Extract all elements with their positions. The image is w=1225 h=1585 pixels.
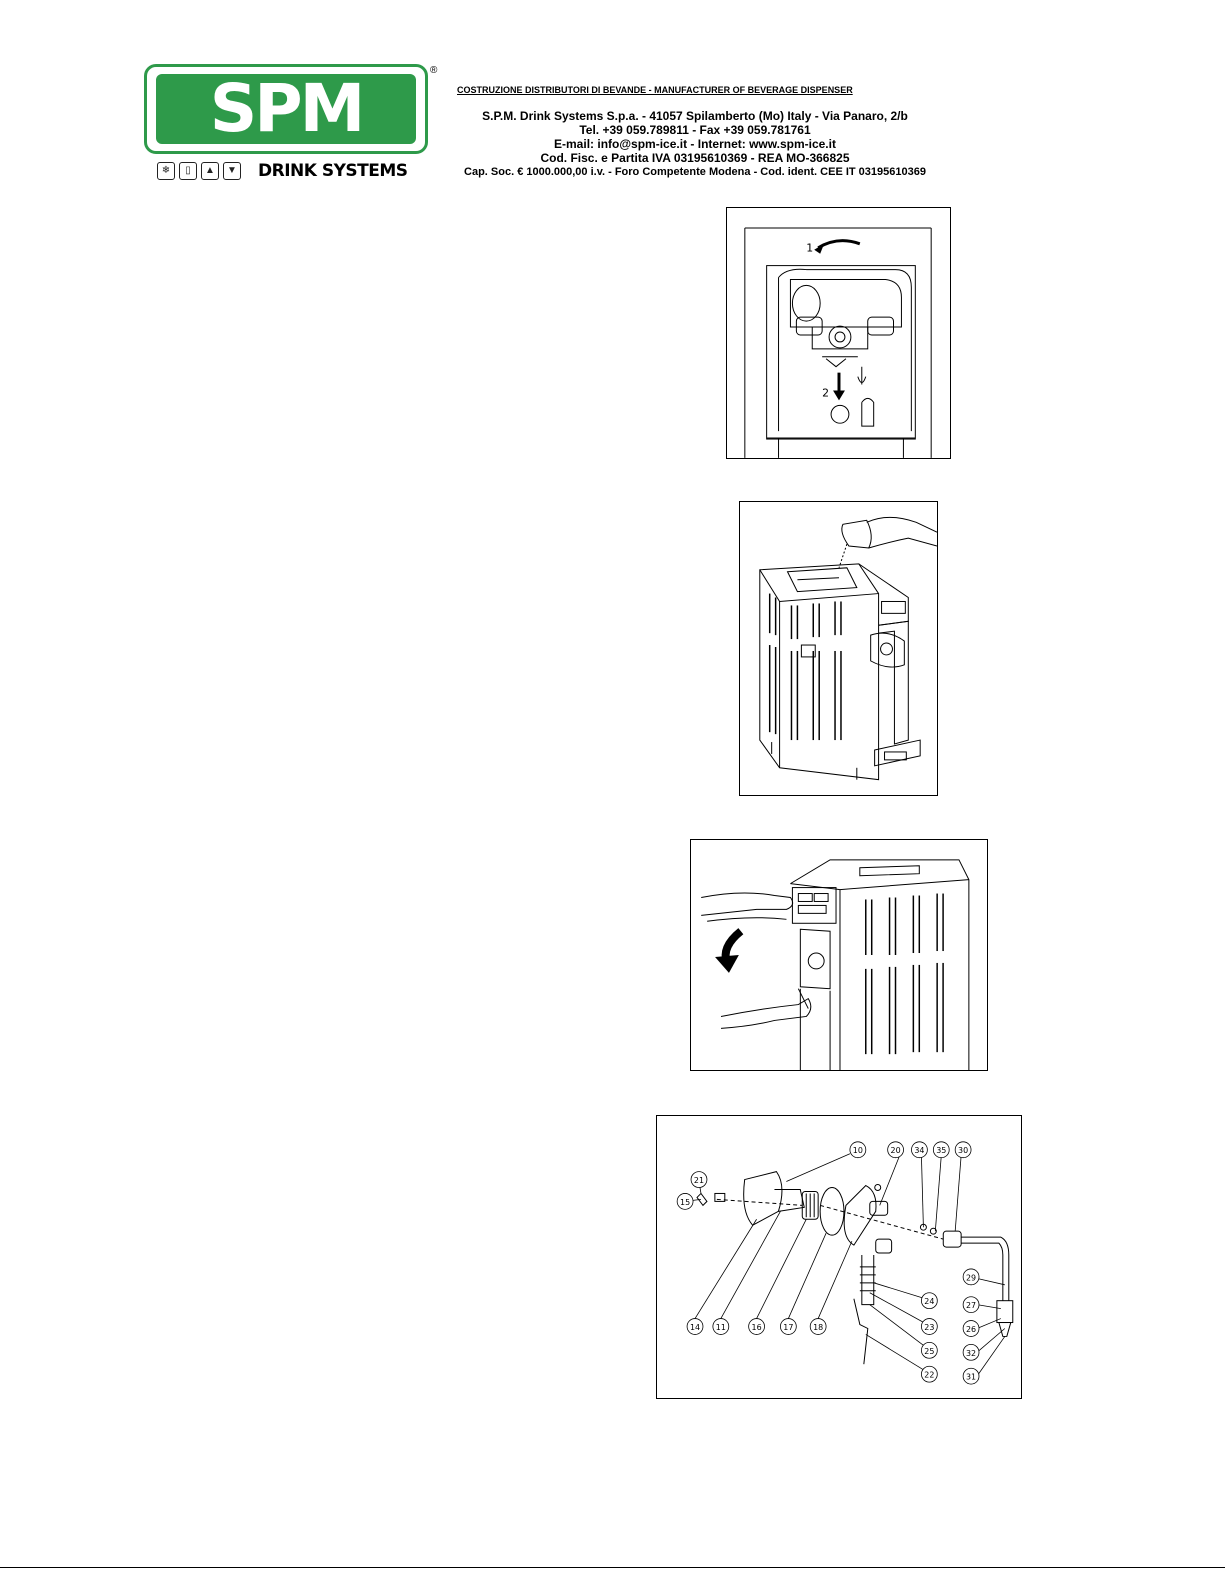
callout-label: 18 [813,1323,824,1332]
callout-label: 16 [751,1323,762,1332]
callout-label: 34 [914,1146,925,1156]
callout-label: 11 [715,1323,726,1332]
step-2-label: 2 [822,386,830,400]
figure-dispensing-lever [690,839,988,1071]
company-capital: Cap. Soc. € 1000.000,00 i.v. - Foro Competente Modena - Cod. ident. CEE IT 03195610369 [464,166,926,178]
lid-removal-drawing [727,208,950,458]
callout-label: 35 [936,1146,947,1156]
cone-icon: ▼ [223,162,241,180]
callout-label: 25 [924,1346,935,1356]
callout-group [677,1142,979,1384]
company-tagline: COSTRUZIONE DISTRIBUTORI DI BEVANDE - MANUFACTURER OF BEVERAGE DISPENSER [457,85,853,95]
dispensing-lever-drawing [691,840,987,1070]
step-1-label: 1 [806,241,814,255]
figure-exploded-view [656,1115,1022,1399]
callout-label: 14 [689,1323,701,1332]
cup-icon: ▯ [179,162,197,180]
callout-label: 17 [783,1323,794,1332]
pouring-product-drawing [740,502,937,795]
soft-serve-icon: ▲ [201,162,219,180]
figure-pouring-product [739,501,938,796]
logo-subtitle: DRINK SYSTEMS [258,161,408,181]
callout-label: 30 [958,1146,969,1156]
callout-label: 27 [966,1301,977,1311]
figure-lid-removal [726,207,951,459]
callout-label: 23 [924,1323,935,1332]
company-tax-id: Cod. Fisc. e Partita IVA 03195610369 - REA MO-366825 [540,151,850,165]
company-email: E-mail: info@spm-ice.it - Internet: www.spm-ice.it [554,137,836,151]
logo-icon-row [157,162,241,182]
snowflake-icon: ❄ [157,162,175,180]
callout-label: 29 [966,1273,977,1283]
company-phone: Tel. +39 059.789811 - Fax +39 059.781761 [579,123,811,137]
callout-label: 15 [680,1197,691,1207]
registered-mark: ® [430,65,438,76]
callout-label: 31 [966,1372,977,1382]
company-logo: SPM [209,70,363,147]
callout-label: 26 [966,1324,977,1334]
callout-label: 10 [852,1146,863,1156]
callout-label: 22 [924,1370,935,1380]
callout-label: 21 [693,1176,705,1186]
callout-label: 24 [924,1297,935,1307]
footer-divider [0,1567,1225,1568]
exploded-view-drawing [657,1116,1021,1398]
company-address: S.P.M. Drink Systems S.p.a. - 41057 Spilamberto (Mo) Italy - Via Panaro, 2/b [482,109,908,123]
callout-label: 20 [890,1146,901,1156]
callout-label: 32 [966,1348,977,1358]
footer-link[interactable] [126,1553,266,1568]
